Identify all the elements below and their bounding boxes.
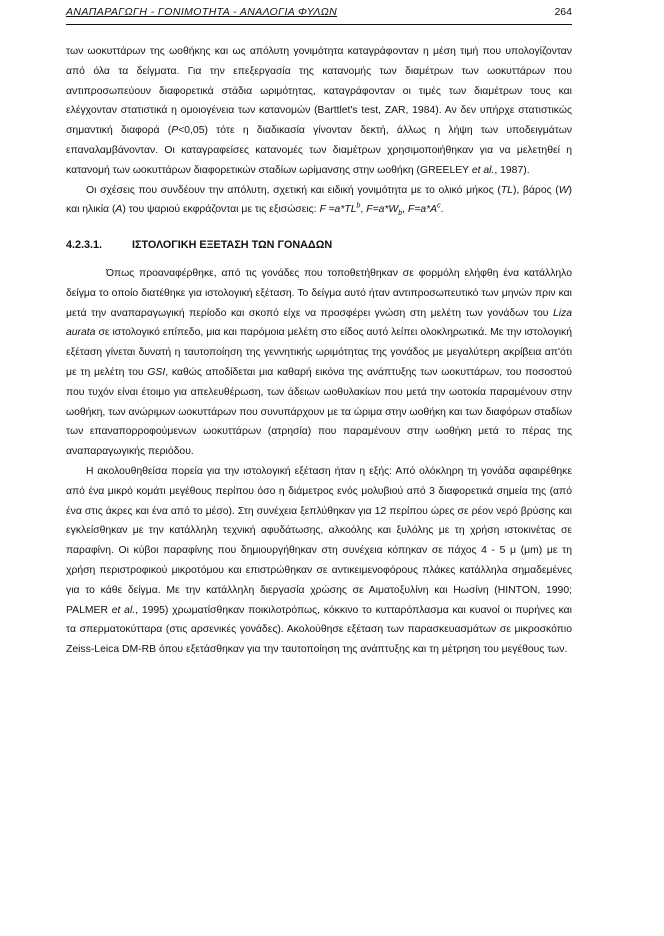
- paragraph-text: , 1987).: [494, 164, 530, 176]
- body-text: [66, 42, 572, 660]
- paragraph-text: Η ακολουθηθείσα πορεία για την ιστολογική εξέταση ήταν η εξής: Από ολόκληρη τη γονάδα αφαιρέθηκε από ένα μικρό κομάτι μεγέθους περίπου όσο η διάμετρος ενός μολυβιού από 3 διαφορετικά σημεία της (από ένα στις άκρες και ένα από το μέσο). Στη συνέχεια ξεπλύθηκαν για 12 περίπου ώρες σε ρέον νερό βρύσης και εγκλείσθηκαν με την κατάλληλη τεχνική αφυδάτωσης, αλκοόλης και ξυλόλης με τη χρήση ιστοκινέτας σε παραφίνη. Οι κύβοι παραφίνης που δημιουργήθηκαν στη συνέχεια κόπηκαν σε πάχος 4 - 5 μ (μm) με τη χρήση περιστροφικού μικροτόμου και επιστρώθηκαν σε αντικειμενοφόρους πλάκες κατάλληλα σημαδεμένες για το κάθε δείγμα. Με την κατάλληλη διεργασία χρώσης σε Αιματοξυλίνη και Ηωσίνη (HINTON, 1990; PALMER: [66, 465, 572, 616]
- variable-w: W: [558, 184, 569, 196]
- equation-length: $F =a*TL^b$: [319, 202, 361, 216]
- gsi-abbreviation: GSI: [147, 366, 166, 378]
- paragraph-histology-purpose: [66, 264, 572, 462]
- paragraph-text: Όπως προαναφέρθηκε, από τις γονάδες που τοποθετήθηκαν σε φορμόλη ελήφθη ένα κατάλληλο δείγμα το οποίο διατέθηκε για ιστολογική εξέταση. Το δείγμα αυτό ήταν αντιπροσωπευτικό των μηνών πριν και μετά την αναπαραγωγική περίοδο και σκοπό είχε να προσφέρει γνώση στη μελέτη των γονάδων του: [66, 267, 572, 319]
- equation-weight: $F=a*W_b$: [366, 204, 403, 218]
- section-number: 4.2.3.1.: [66, 239, 103, 252]
- paragraph-text: ) του ψαριού εκφράζονται με τις εξισώσεις:: [122, 204, 320, 216]
- section-title: ΙΣΤΟΛΟΓΙΚΗ ΕΞΕΤΑΣΗ ΤΩΝ ΓΟΝΑΔΩΝ: [132, 239, 333, 252]
- paragraph-text: ) και ηλικία (: [66, 184, 572, 216]
- paragraph-text: <0,05) τότε η διαδικασία γίνονταν δεκτή, άλλως η λήψη των υποδειγμάτων επαναλαμβάνονταν. Οι καταγραφείσες κατανομές των διαμέτρων χρησιμοποιήθηκαν για να μελετηθεί η κατανομή των ωοκυττάρων διαφορετικών σταδίων ωρίμανσης στην ωοθήκη (GREELEY: [66, 125, 572, 176]
- citation-et-al: et al.: [111, 604, 136, 616]
- page-number: 264: [554, 6, 572, 18]
- paragraph-text: ), βάρος (: [512, 184, 559, 196]
- paragraph-text: των ωοκυττάρων της ωοθήκης και ως απόλυτη γονιμότητα καταγράφονταν η μέση τιμή που υπολογίζονταν από όλα τα δείγματα. Για την επεξεργασία της κατανομής των διαμέτρων των ωοκυττάρων που αντιπροσωπεύουν διαφορετικά στάδια ωριμότητας, καταγράφονταν οι τιμές των διαμέτρων τους και ελέγχονταν στατιστικά η ομοιογένεια των κατανομών (Barttlet's test, ZAR, 1984). Αν δεν υπήρχε στατιστικώς σημαντική διαφορά (: [66, 46, 572, 137]
- paragraph-text: Οι σχέσεις που συνδέουν την απόλυτη, σχετική και ειδική γονιμότητα με το ολικό μήκος (: [86, 184, 501, 196]
- variable-tl: TL: [500, 184, 513, 196]
- running-header-title: ΑΝΑΠΑΡΑΓΩΓΗ - ΓΟΝΙΜΟΤΗΤΑ - ΑΝΑΛΟΓΙΑ ΦΥΛΩΝ: [66, 6, 338, 18]
- section-heading: [66, 236, 572, 256]
- paragraph-oocyte-diameters: [66, 42, 572, 181]
- equation-age: $F=a*A^c$: [407, 202, 441, 216]
- paragraph-text: , 1995) χρωματίσθηκαν ποικιλοτρόπως, κόκκινο το κυτταρόπλασμα και κυανοί οι πυρήνες και τα σπερματοκύτταρα (στις αρσενικές γονάδες). Ακολούθησε εξέταση των παρασκευασμάτων σε μικροσκόπιο Zeiss-Leica DM-RB όπου εξετάσθηκαν για την ταυτοποίηση της ανάπτυξης και τη μέτρηση του μεγέθους των.: [66, 604, 572, 656]
- paragraph-histology-procedure: [66, 462, 572, 660]
- p-value-symbol: P: [171, 125, 179, 137]
- running-header: [66, 6, 572, 25]
- citation-et-al: et al.: [471, 164, 495, 176]
- paragraph-fecundity-equations: Οι σχέσεις που συνδέουν την απόλυτη, σχετική και ειδική γονιμότητα με το ολικό μήκος (TL), βάρος (W) και ηλικία (A) του ψαριού εκφράζονται με τις εξισώσεις: $F =a*TL^b$, $F=a*W_b$, $F=a*A^c$.: [66, 184, 572, 218]
- variable-a: A: [115, 204, 123, 216]
- paragraph-text: σε ιστολογικό επίπεδο, μια και παρόμοια μελέτη στο είδος αυτό λείπει ολοκληρωτικά. Με την ιστολογική εξέταση γίνεται δυνατή η ταυτοποίηση της γεννητικής ωριμότητας της γονάδος με μεγαλύτερη ακρίβεια απ'ότι με τη μελέτη του: [66, 327, 572, 378]
- species-name: Liza aurata: [66, 307, 572, 339]
- paragraph-text: , καθώς αποδίδεται μια καθαρή εικόνα της ανάπτυξης των ωοκυττάρων, του ποσοστού που τυχόν είναι έτοιμο για απελευθέρωση, των άδειων ωοθυλακίων που μετά την ωοτοκία παραμένουν στην ωοθήκη, των ανώριμων ωοκυττάρων που συνυπάρχουν με τα ώριμα στην ωοθήκη και των διαφόρων σταδίων των επαναπορροφούμενων ωοκυττάρων (ατρησία) που παραμένουν στην ωοθήκη μετά το πέρας της αναπαραγωγικής περιόδου.: [66, 366, 572, 458]
